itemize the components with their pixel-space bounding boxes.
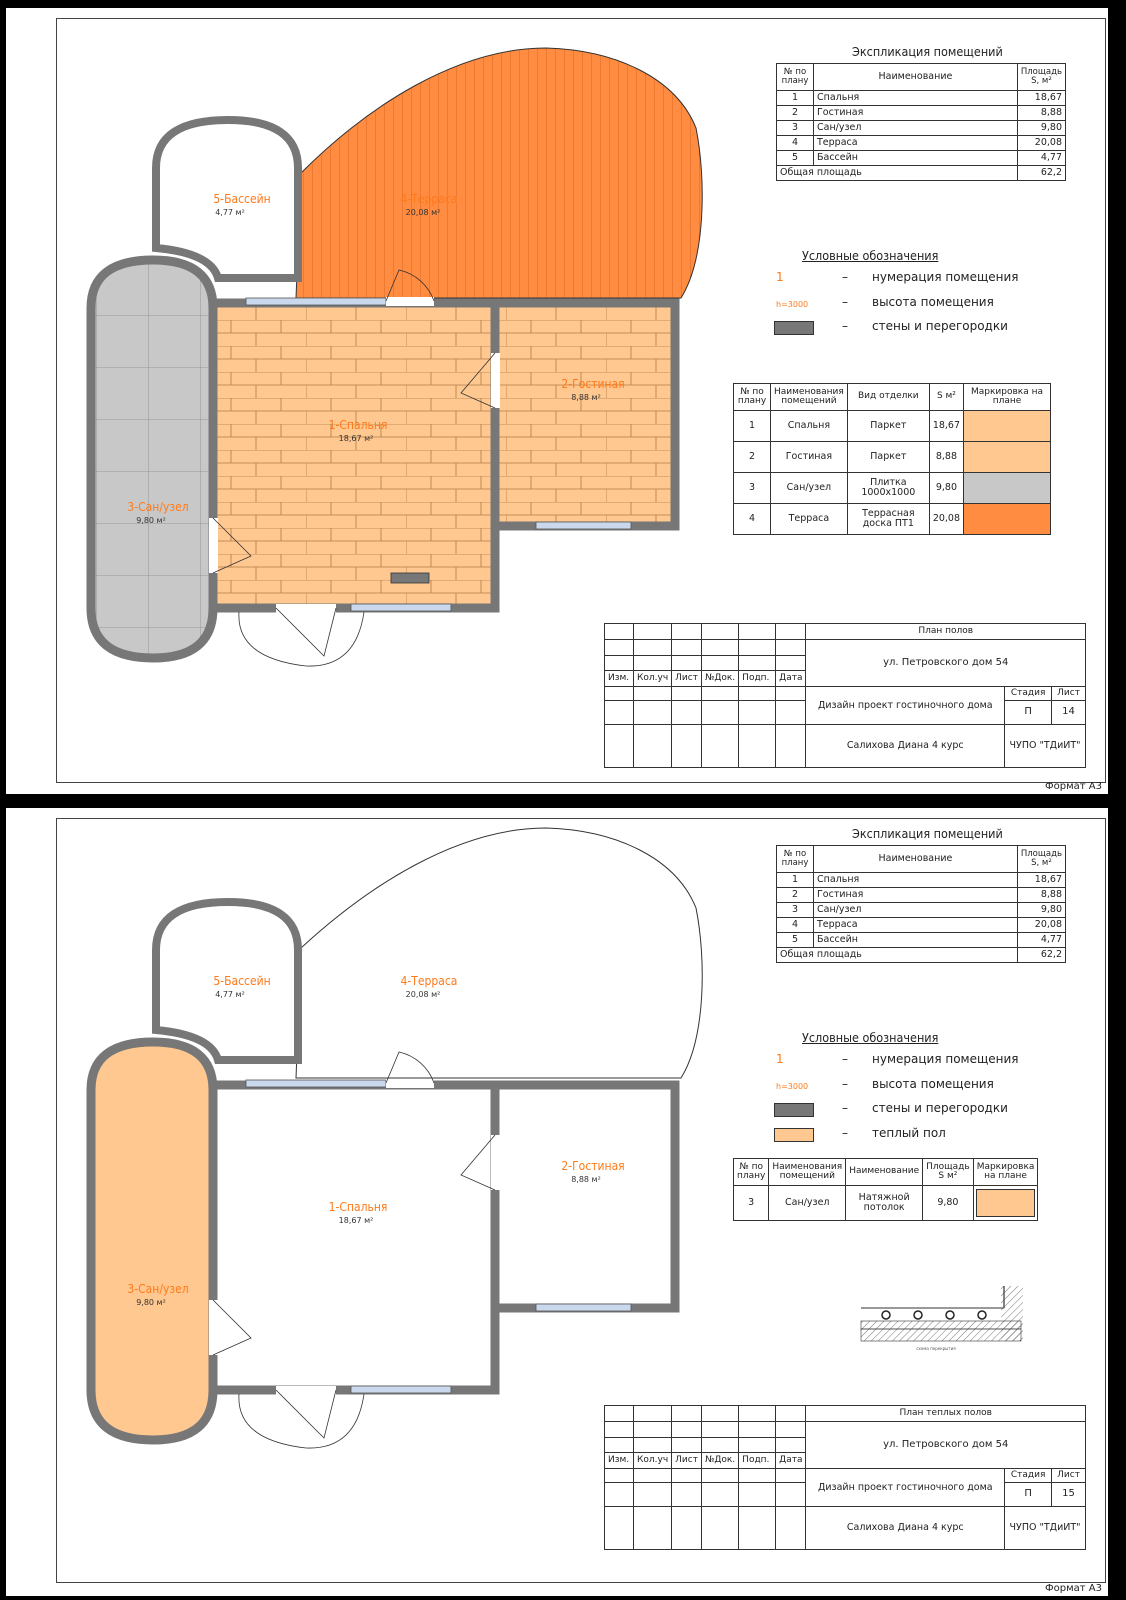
- legend-wall-swatch: [774, 1103, 814, 1117]
- organization: ЧУПО "ТДиИТ": [1005, 725, 1086, 768]
- organization: ЧУПО "ТДиИТ": [1005, 1507, 1086, 1550]
- room-label-pool: 5-Бассейн: [213, 192, 271, 206]
- explication-table: № по плану Наименование Площадь S, м² 1 Спальня 18,67 2 Гостиная 8,88 3 Сан/узел 9,80 4 Терраса 20,08 5 Бассейн 4,77 Общая площадь 62,2: [776, 63, 1066, 181]
- floor-section-detail: [856, 1278, 1036, 1353]
- table-row: 4 Терраса 20,08: [777, 136, 1066, 151]
- room-area-bath: 9,80 м²: [136, 516, 166, 525]
- ceiling-swatch: [976, 1189, 1036, 1217]
- room-area-pool: 4,77 м²: [215, 990, 245, 999]
- legend-dash: –: [842, 295, 848, 309]
- room-label-terrace: 4-Терраса: [400, 192, 458, 206]
- room-label-terrace: 4-Терраса: [400, 974, 458, 988]
- legend-wall-text: стены и перегородки: [872, 319, 1008, 333]
- table-row: 1 Спальня Паркет 18,67: [734, 411, 1051, 442]
- room-area-bath: 9,80 м²: [136, 1298, 166, 1307]
- address: ул. Петровского дом 54: [806, 639, 1086, 686]
- legend-number-text: нумерация помещения: [872, 270, 1019, 284]
- legend-number-text: нумерация помещения: [872, 1052, 1019, 1066]
- table-row: 3 Сан/узел 9,80: [777, 121, 1066, 136]
- author: Салихова Диана 4 курс: [806, 1507, 1005, 1550]
- room-area-terrace: 20,08 м²: [405, 990, 441, 999]
- sheet-number: 15: [1052, 1482, 1086, 1507]
- floor-plan-drawing: [6, 8, 706, 794]
- table-row: 3 Сан/узел Натяжной потолок 9,80: [734, 1186, 1038, 1221]
- legend-height-text: высота помещения: [872, 1077, 994, 1091]
- table-row: 2 Гостиная 8,88: [777, 888, 1066, 903]
- room-area-living: 8,88 м²: [571, 1175, 601, 1184]
- explication-title: Экспликация помещений: [852, 44, 1003, 59]
- legend-wall-text: стены и перегородки: [872, 1101, 1008, 1115]
- project-name: Дизайн проект гостиночного дома: [806, 687, 1005, 725]
- address: ул. Петровского дом 54: [806, 1421, 1086, 1468]
- legend-title: Условные обозначения: [802, 1030, 939, 1045]
- room-label-bedroom: 1-Спальня: [328, 1200, 388, 1214]
- table-row-total: Общая площадь 62,2: [777, 948, 1066, 963]
- room-label-bath: 3-Сан/узел: [127, 1282, 189, 1296]
- title-block: План теплых полов ул. Петровского дом 54 Изм. Кол.уч Лист №Док. Подп. Дата Дизайн проект гостиночного дома Стадия Лист П 15 Салихова Диана 4 курс ЧУПО "ТДиИТ": [604, 1405, 1086, 1550]
- legend-height-symbol: h=3000: [776, 1082, 809, 1091]
- room-area-bedroom: 18,67 м²: [338, 1216, 374, 1225]
- plan-title: План теплых полов: [806, 1406, 1086, 1422]
- format-label: Формат А3: [1045, 781, 1102, 792]
- explication-title: Экспликация помещений: [852, 826, 1003, 841]
- room-label-living: 2-Гостиная: [561, 1159, 625, 1173]
- room-label-bath: 3-Сан/узел: [127, 500, 189, 514]
- ceiling-table: № по плану Наименования помещений Наименование Площадь S м² Маркировка на плане 3 Сан/узел Натяжной потолок 9,80: [733, 1158, 1038, 1221]
- room-label-pool: 5-Бассейн: [213, 974, 271, 988]
- explication-table: № по плану Наименование Площадь S, м² 1 Спальня 18,67 2 Гостиная 8,88 3 Сан/узел 9,80 4 Терраса 20,08 5 Бассейн 4,77 Общая площадь 62,2: [776, 845, 1066, 963]
- warm-floor-plan-drawing: [6, 808, 706, 1596]
- legend-height-text: высота помещения: [872, 295, 994, 309]
- table-row: 4 Терраса Террасная доска ПТ1 20,08: [734, 504, 1051, 535]
- legend-warm-floor-swatch: [774, 1128, 814, 1142]
- legend-warm-floor-text: теплый пол: [872, 1126, 946, 1140]
- room-area-bedroom: 18,67 м²: [338, 434, 374, 443]
- table-row: 3 Сан/узел 9,80: [777, 903, 1066, 918]
- legend-wall-swatch: [774, 321, 814, 335]
- legend-number-symbol: 1: [776, 270, 784, 284]
- table-row-total: Общая площадь 62,2: [777, 166, 1066, 181]
- legend-dash: –: [842, 319, 848, 333]
- finish-swatch-parquet: [964, 411, 1051, 442]
- finish-swatch-terrace: [964, 504, 1051, 535]
- legend-height-symbol: h=3000: [776, 300, 809, 309]
- table-row: 3 Сан/узел Плитка 1000х1000 9,80: [734, 473, 1051, 504]
- table-row: 5 Бассейн 4,77: [777, 151, 1066, 166]
- sheet-number: 14: [1052, 700, 1086, 725]
- legend-dash: –: [842, 1077, 848, 1091]
- room-label-living: 2-Гостиная: [561, 377, 625, 391]
- legend-dash: –: [842, 1101, 848, 1115]
- room-area-pool: 4,77 м²: [215, 208, 245, 217]
- floor-plan-sheet-1: [6, 8, 1108, 794]
- legend-title: Условные обозначения: [802, 248, 939, 263]
- table-row: 5 Бассейн 4,77: [777, 933, 1066, 948]
- finish-swatch-parquet: [964, 442, 1051, 473]
- legend-dash: –: [842, 1052, 848, 1066]
- table-row: 1 Спальня 18,67: [777, 91, 1066, 106]
- finish-swatch-tile: [964, 473, 1051, 504]
- table-row: 1 Спальня 18,67: [777, 873, 1066, 888]
- table-row: 2 Гостиная Паркет 8,88: [734, 442, 1051, 473]
- table-row: 2 Гостиная 8,88: [777, 106, 1066, 121]
- legend-dash: –: [842, 270, 848, 284]
- finish-table: № по плану Наименования помещений Вид отделки S м² Маркировка на плане 1 Спальня Паркет 18,67 2 Гостиная Паркет 8,88 3 Сан/узел Плитка 1000х1000 9,80 4 Терраса Террасная доска ПТ1 20,08: [733, 383, 1051, 535]
- project-name: Дизайн проект гостиночного дома: [806, 1469, 1005, 1507]
- floor-plan-sheet-2: [6, 808, 1108, 1596]
- room-area-terrace: 20,08 м²: [405, 208, 441, 217]
- format-label: Формат А3: [1045, 1583, 1102, 1594]
- section-caption: схема перекрытия: [916, 1346, 956, 1351]
- legend-dash: –: [842, 1126, 848, 1140]
- room-area-living: 8,88 м²: [571, 393, 601, 402]
- title-block: План полов ул. Петровского дом 54 Изм. Кол.уч Лист №Док. Подп. Дата Дизайн проект гостиночного дома Стадия Лист П 14 Салихова Диана 4 курс ЧУПО "ТДиИТ": [604, 623, 1086, 768]
- table-row: 4 Терраса 20,08: [777, 918, 1066, 933]
- room-label-bedroom: 1-Спальня: [328, 418, 388, 432]
- legend-number-symbol: 1: [776, 1052, 784, 1066]
- plan-title: План полов: [806, 624, 1086, 640]
- author: Салихова Диана 4 курс: [806, 725, 1005, 768]
